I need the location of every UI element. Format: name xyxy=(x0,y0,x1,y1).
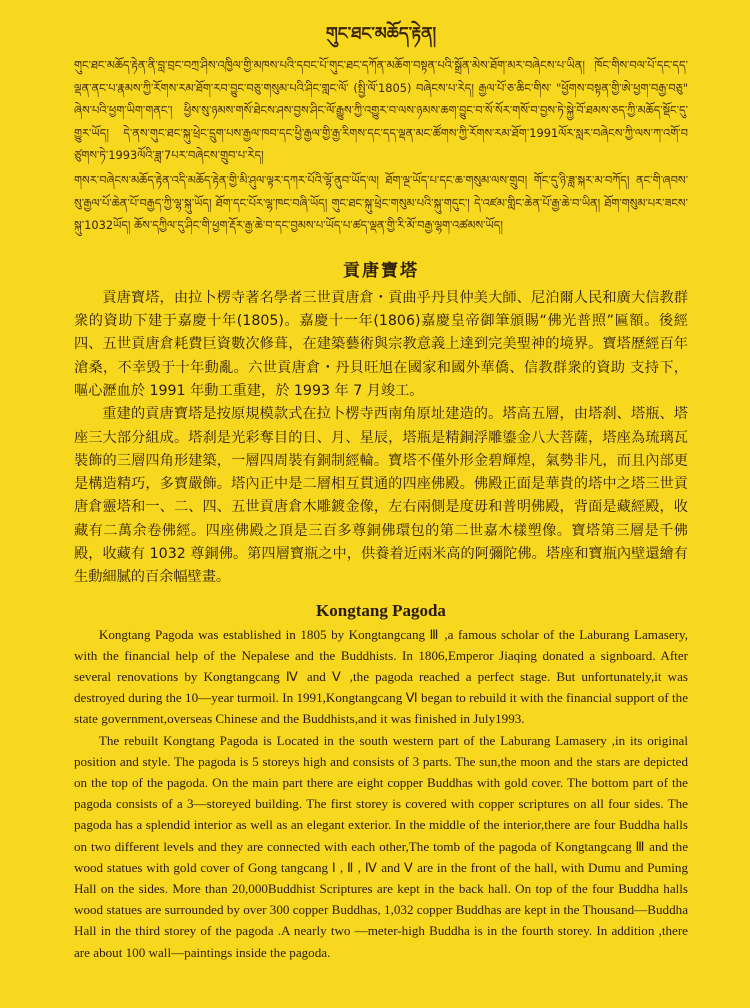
chinese-title: 貢唐寶塔 xyxy=(343,260,419,281)
chinese-paragraph-1: 貢唐寶塔，由拉卜楞寺著名學者三世貢唐倉・貢曲乎丹貝仲美大師、尼泊爾人民和廣大信教群衆的資助下建于嘉慶十年(1805)。嘉慶十一年(1806)嘉慶皇帝御筆頒賜“佛光普照”匾額。後經四、五世貢唐倉耗費巨資數次修葺，在建築藝術與宗教意義上達到完美聖神的境界。寶塔歷經百年滄桑，不幸毁于十年動亂。六世貢唐倉・丹貝旺旭在國家和國外華僑、信教群衆的資助 支持下，嘔心瀝血於 1991 年動工重建，於 1993 年 7 月竣工。 xyxy=(74,289,688,399)
english-paragraph-1: Kongtang Pagoda was established in 1805 by Kongtangcang Ⅲ ,a famous scholar of the Laburang Lamasery, with the financial help of the Nepalese and the Buddhists. In 1806,Emperor Jiaqing donated a signboard. After several renovations by Kongtangcang Ⅳ and Ⅴ ,the pagoda reached a perfect stage. But unfortunately,it was destroyed during the 10—year turmoil. In 1991,Kongtangcang Ⅵ began to rebuild it with the financial support of the state government,overseas Chinese and the Buddhists,and it was finished in July1993. xyxy=(74,626,688,727)
english-paragraph-2: The rebuilt Kongtang Pagoda is Located in the south western part of the Laburang Lamasery ,in its original position and style. The pagoda is 5 storeys high and consists of 3 parts. The sun,the moon and the stars are depicted on the top of the pagoda. On the main part there are eight copper Buddhas with gold cover. The bottom part of the pagoda consists of a 3—storeyed building. The first storey is covered with copper scriptures on all four sides. The pagoda has a splendid interior as well as an elegant exterior. In the middle of the interior,there are four Buddha halls on two different levels and they are connected with each other,The tomb of the pagoda of Kongtangcang Ⅲ and the wood statues with gold cover of Gong tangcang Ⅰ , Ⅱ , Ⅳ and Ⅴ are in the front of the hall, with Dumu and Puming Hall on the sides. More than 20,000Buddhist Scriptures are kept in the back hall. On top of the four Buddha halls wood statues are surrounded by over 300 copper Buddhas, 1,032 copper Buddhas are kept in the Thousand—Buddha Hall in the third storey of the pagoda .A nearly two —meter-high Buddha is in the fourth storey. In addition ,there are about 100 wall—paintings inside the pagoda. xyxy=(74,732,688,960)
english-title: Kongtang Pagoda xyxy=(316,600,446,620)
tibetan-title: གུང་ཐང་མཆོད་རྟེན། xyxy=(325,24,437,44)
tibetan-paragraph-1: གུང་ཐང་མཆོད་རྟེན་ནི་བླ་བྲང་བཀྲ་ཤིས་འཁྱིལ་གྱི་མཁས་པའི་དབང་པོ་གུང་ཐང་དཀོན་མཆོག་བསྟན་པའི་སྒྲོན་མེས་ཐོག་མར་བཞེངས་པ་ཡིན། ཁོང་གིས་བལ་པོ་དང་དད་ལྡན་ནང་པ་རྣམས་ཀྱི་རོགས་རམ་ཐོག་རབ་བྱུང་བཅུ་གསུམ་པའི་ཤིང་གླང་ལོ་ (སྤྱི་ལོ་1805) བཞེངས་པ་རེད། རྒྱལ་པོ་ཅ་ཆིང་གིས་ "ཕྱོགས་བསྟན་གྱི་ཨེ་ཕྱག་བརྒྱ་བཅུ" ཞེས་པའི་ཕྱག་ཡིག་གནང་། ཕྱིས་སུ་ཉམས་གསོ་ཐེངས་ཤས་བྱས་ཤིང་ལོ་རྒྱུས་ཀྱི་འགྱུར་བ་ལས་ཉམས་ཆག་བྱུང་བ་སོ་སོར་གསོ་བ་བྱས་ཏེ་སྐྱེ་བོ་ཐམས་ཅད་ཀྱི་མཆོད་སྡོང་དུ་གྱུར་ཡོད། དེ་ནས་གུང་ཐང་སྐུ་ཕྲེང་དྲུག་པས་རྒྱལ་ཁབ་དང་ཕྱི་རྒྱལ་གྱི་རྒྱ་རིགས་དང་དད་ལྡན་མང་ཚོགས་ཀྱི་རོགས་རམ་ཐོག་1991ལོར་སླར་བཞེངས་ཀྱི་ལས་ཀ་འགོ་བཙུགས་ཏེ་1993ལོའི་ཟླ་7པར་བཞེངས་གྲུབ་པ་རེད། xyxy=(74,58,688,163)
chinese-paragraph-2: 重建的貢唐寶塔是按原規模款式在拉卜楞寺西南角原址建造的。塔高五層，由塔刹、塔瓶、塔座三大部分組成。塔刹是光彩奪目的日、月、星辰，塔瓶是精銅浮雕鎏金八大菩薩，塔座為琉璃瓦裝飾的三層四角形建築，一層四周裝有銅制經輪。寶塔不僅外形金碧輝煌，氣勢非凡，而且內部更是構造精巧，多寶嚴飾。塔內正中是二層相互貫通的四座佛殿。佛殿正面是華貴的塔中之塔三世貢唐倉靈塔和一、二、四、五世貢唐倉木雕鍍金像，左右兩側是度毋和普明佛殿，背面是藏經殿，收藏有二萬余卷佛經。四座佛殿之頂是三百多尊銅佛環包的第二世嘉木樣塑像。寶塔第三層是千佛殿，收藏有 1032 尊銅佛。第四層寶瓶之中，供養着近兩米高的阿彌陀佛。塔座和寶瓶內壁還繪有生動細膩的百余幅壁畫。 xyxy=(74,406,688,586)
tibetan-paragraph-2: གསར་བཞེངས་མཆོད་རྟེན་འདི་མཆོད་རྟེན་གྱི་མི་ཤུལ་ལྟར་དཀར་པོའི་ལྷོ་ནུབ་ཡོད་ལ། ཐོག་ལྔ་ཡོད་པ་དང་ཆ་གསུམ་ལས་གྲུབ། གོང་དུ་ཉི་ཟླ་སྐར་མ་བཀོད། ནང་གི་ཞབས་སུ་རྒྱལ་པོ་ཆེན་པོ་བརྒྱད་ཀྱི་ལྷ་སྐུ་ཡོད། ཐོག་དང་པོར་ལྷ་ཁང་བཞི་ཡོད། གུང་ཐང་སྐུ་ཕྲེང་གསུམ་པའི་སྐུ་གདུང་། དེ་འཛམ་གླིང་ཆེན་པོ་རྒྱ་ཆེ་བ་ཡིན། ཐོག་གསུམ་པར་ཟངས་སྐུ་1032ཡོད། ཆོས་དཀྱིལ་དུ་ཤིང་གི་ཕྱག་རྡོར་རྒྱ་ཆེ་བ་དང་བྱམས་པ་ཡོད་པ་ཚད་ལྡན་གྱི་རི་མོ་བརྒྱ་ལྷག་འཚམས་ཡོད། xyxy=(74,172,688,233)
